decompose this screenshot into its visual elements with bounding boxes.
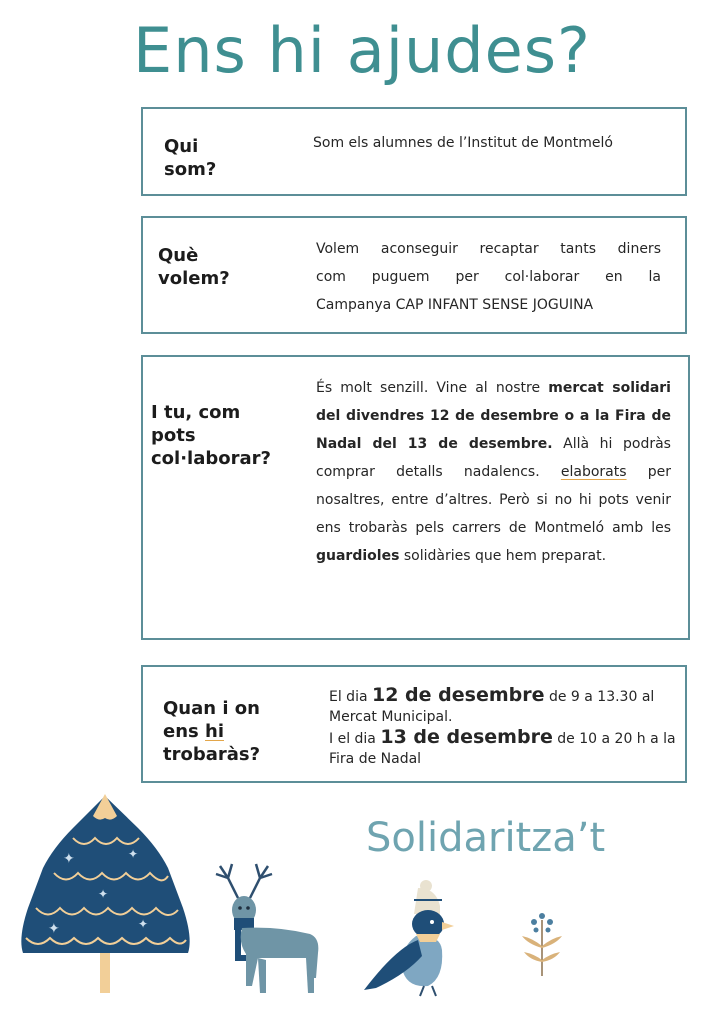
question-que-volem: Què volem? <box>158 245 230 289</box>
underlined-word: elaborats <box>560 464 627 480</box>
svg-text:✦: ✦ <box>128 847 139 861</box>
bird-icon <box>356 878 456 998</box>
box-quan-i-on <box>141 665 687 783</box>
answer-com-col-laborar: És molt senzill. Vine al nostre mercat solidari del divendres 12 de desembre o a la Fira de Nadal del 13 de desembre. Allà hi podràs comprar detalls nadalencs. elaborats per nosaltres, entre d’altres. Però si no hi pots venir ens trobaràs pels carrers de Montmeló amb les guardioles solidàries que hem preparat. <box>316 380 671 564</box>
box-com-col-laborar <box>141 355 690 640</box>
answer-quan-i-on: El dia 12 de desembre de 9 a 13.30 al Mercat Municipal. I el dia 13 de desembre de 10 a 20 h a la Fira de Nadal <box>329 684 676 767</box>
svg-text:✦: ✦ <box>138 917 149 931</box>
box-que-volem <box>141 216 687 334</box>
answer-qui-som: Som els alumnes de l’Institut de Montmeló <box>313 135 613 151</box>
question-qui-som: Qui som? <box>164 136 217 180</box>
reindeer-icon <box>198 858 330 998</box>
slogan: Solidaritza’t <box>366 815 606 861</box>
svg-text:✦: ✦ <box>63 851 75 867</box>
question-quan-i-on: Quan i on ens hi trobaràs? <box>163 698 261 765</box>
svg-text:✦: ✦ <box>48 921 60 937</box>
sprig-icon <box>518 908 566 976</box>
svg-text:✦: ✦ <box>98 887 109 901</box>
christmas-tree-icon <box>18 788 193 998</box>
question-com-col-laborar: I tu, com pots col·laborar? <box>151 402 271 469</box>
box-qui-som <box>141 107 687 196</box>
answer-que-volem: Volem aconseguir recaptar tants diners com puguem per col·laborar en la Campanya CAP INFANT SENSE JOGUINA <box>316 241 661 313</box>
page-title: Ens hi ajudes? <box>133 14 591 87</box>
